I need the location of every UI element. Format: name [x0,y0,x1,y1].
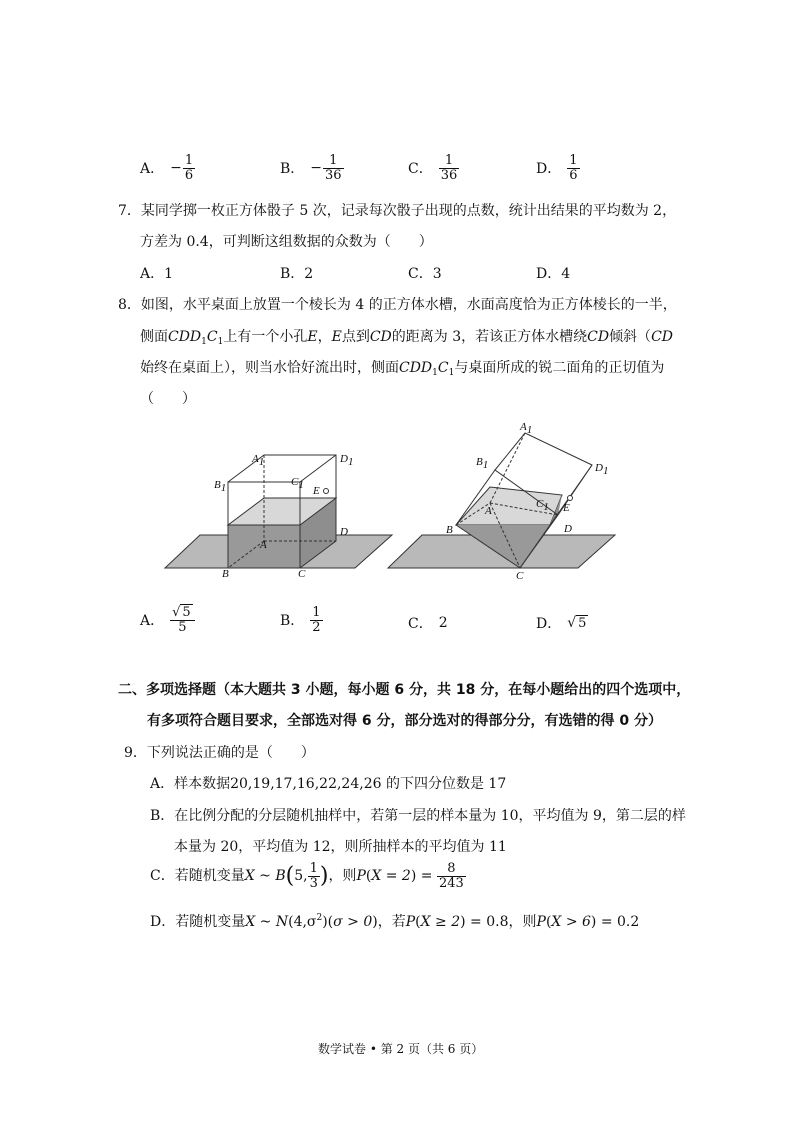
q8-option-d: D． √ 5 [536,615,587,632]
label-b-right: B [446,524,453,536]
section2-instructions: 有多项符合题目要求，全部选对得 6 分，部分选对的得部分分，有选错的得 0 分） [147,713,662,729]
label-a-right: A [485,505,492,517]
q9-option-d: D．若随机变量X ~ $N(4,\sigma^2)(\sigma > 0)$，若P(X ≥ 2) = 0.8，则P(X > 6) = 0.2 [150,913,640,930]
q7-line2: 方差为 0.4，可判断这组数据的众数为（ ） [140,234,433,250]
label-a1-right: A1 [520,421,533,436]
q8-option-c: C． 2 [408,615,448,632]
left-cube-figure [165,453,392,580]
face-label: $CDD_1C_1$ [399,360,455,378]
q8-line4: （ ） [140,391,196,407]
label-a-left: A [260,539,267,551]
label-a1-left: A1 [252,453,265,468]
q9-option-b-line1: B．在比例分配的分层随机抽样中，若第一层的样本量为 10，平均值为 9，第二层的样 [150,808,686,824]
q6-option-c: C． $\frac{1}{36}$ [408,153,458,183]
q6-option-a: A． − $\frac{1}{6}$ [140,153,194,183]
q8-line1: 8．如图，水平桌面上放置一个棱长为 4 的正方体水槽，水面高度恰为正方体棱长的一半， [118,297,677,313]
label-e-right: E [563,502,570,514]
q6-option-b: B． − $\frac{1}{36}$ [280,153,342,183]
q8-line3: 始终在桌面上），则当水恰好流出时，侧面$CDD_1C_1$与桌面所成的锐二面角的正切值为 [140,360,665,378]
q9-option-a: A．样本数据20,19,17,16,22,24,26 的下四分位数是 17 [150,776,507,792]
label-c1-left: C1 [291,476,304,491]
label-d-right: D [564,523,572,535]
q9-option-b-line2: 本量为 20，平均值为 12，则所抽样本的平均值为 11 [174,839,507,855]
label-c1-right: C1 [536,498,549,513]
q9-stem: 9．下列说法正确的是（ ） [124,745,315,761]
page-footer: 数学试卷 • 第 2 页（共 6 页） [318,1042,484,1056]
q7-option-c: C．3 [408,266,442,282]
label-d1-right: D1 [595,462,609,477]
q7-line1: 7．某同学掷一枚正方体骰子 5 次，记录每次骰子出现的点数，统计出结果的平均数为 2， [118,203,677,219]
section2-title: 二、多项选择题（本大题共 3 小题，每小题 6 分，共 18 分，在每小题给出的四个选项中， [118,682,691,698]
q6-option-d: D． $\frac{1}{6}$ [536,153,578,183]
q8-figure [160,415,630,590]
label-d1-left: D1 [340,453,354,468]
label-b1-right: B1 [476,456,489,471]
q8-option-a: A． $\frac{√ 5}{5}$ [140,606,195,634]
q9-option-c: C．若随机变量X ~ B(5, $\frac{1}{3}$ )，则P(X = 2) = $\frac{8}{243}$ [150,861,464,891]
label-e-left: E [313,485,320,497]
label-c-left: C [298,568,306,580]
label-c-right: C [516,570,524,582]
q8-option-b: B． $\frac{1}{2}$ [280,605,321,635]
q8-line2: 侧面$CDD_1C_1$上有一个小孔E，E点到CD的距离为 3，若该正方体水槽绕CD倾斜（CD [140,329,673,347]
q7-option-b: B．2 [280,266,314,282]
label-b1-left: B1 [214,479,227,494]
q6-options [140,154,700,194]
q7-option-a: A．1 [140,266,174,282]
label-b-left: B [222,568,229,580]
right-cube-figure [388,421,615,582]
label-d-left: D [340,526,348,538]
face-label: $CDD_1C_1$ [168,329,224,347]
q7-option-d: D．4 [536,266,571,282]
